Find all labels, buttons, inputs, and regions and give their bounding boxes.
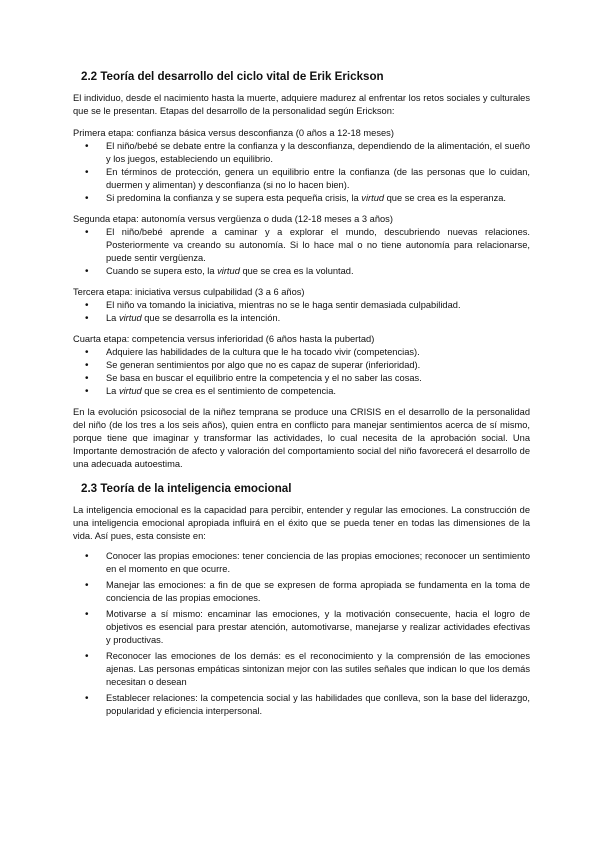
- section-intro-emotional-intelligence: La inteligencia emocional es la capacidad para percibir, entender y regular las emociones. La construcción de una inteligencia emocional apropiada influirá en el éxito que se pueda tener en todas las dimensiones de la vida. Así pues, esta consiste en:: [73, 505, 530, 541]
- stage-title: Tercera etapa: iniciativa versus culpabilidad (3 a 6 años): [73, 287, 305, 297]
- stage-block-3: [73, 286, 530, 325]
- stage-title: Segunda etapa: autonomía versus vergüenza o duda (12-18 meses a 3 años): [73, 214, 393, 224]
- item-text: que se desarrolla es la intención.: [141, 313, 281, 323]
- closing-paragraph: En la evolución psicosocial de la niñez temprana se produce una CRISIS en el desarrollo de la personalidad del niño (de los tres a los seis años), quien entra en conflicto para manejar sentimientos acerca de sí mismo, porque tiene que imaginar y transformar las actividades, lo cual necesita de la aprobación social. Una Importante demostración de afecto y valoración del comportamiento social del niño favorecerá el desarrollo de una adecuada autoestima.: [73, 407, 530, 469]
- stage-block-2: [73, 213, 530, 278]
- stage-block-4: [73, 333, 530, 398]
- stage-title: Primera etapa: confianza básica versus desconfianza (0 años a 12-18 meses): [73, 128, 394, 138]
- list-item: [106, 312, 530, 325]
- list-item: • Adquiere las habilidades de la cultura que le ha tocado vivir (competencias).: [106, 346, 530, 359]
- stage-title: Cuarta etapa: competencia versus inferioridad (6 años hasta la pubertad): [73, 334, 375, 344]
- list-item: • El niño/bebé se debate entre la confianza y la desconfianza, dependiendo de la alimentación, el sueño y los juegos, estableciendo un equilibrio.: [106, 140, 530, 166]
- list-item: [106, 385, 530, 398]
- item-text: que se crea es la voluntad.: [239, 266, 354, 276]
- list-item: • El niño/bebé aprende a caminar y a explorar el mundo, descubriendo nuevas relaciones. Posteriormente va creando su autonomía. Si lo hace mal o no tiene autonomía para relacionarse, puede sentir vergüenza.: [106, 226, 530, 265]
- stage-list: [73, 346, 530, 398]
- list-item: [106, 265, 530, 278]
- section-heading-erikson: 2.2 Teoría del desarrollo del ciclo vital de Erik Erickson: [81, 70, 384, 83]
- section-emotional-intelligence: [73, 482, 530, 718]
- list-item: • Reconocer las emociones de los demás: es el reconocimiento y la comprensión de las emociones ajenas. Las personas empáticas sintonizan mejor con las sutiles señales que indican lo que los demás necesitan o desean: [106, 650, 530, 689]
- item-emphasis: virtud: [118, 313, 142, 323]
- list-item: • Se generan sentimientos por algo que no es capaz de superar (inferioridad).: [106, 359, 530, 372]
- list-item: • Establecer relaciones: la competencia social y las habilidades que conlleva, son la base del liderazgo, popularidad y eficiencia interpersonal.: [106, 692, 530, 718]
- stage-list: [73, 299, 530, 325]
- item-text: que se crea es el sentimiento de competencia.: [141, 386, 336, 396]
- stage-list: [73, 140, 530, 205]
- list-item: [106, 192, 530, 205]
- list-item: • Manejar las emociones: a fin de que se expresen de forma apropiada se fundamenta en la toma de conciencia de las propias emociones.: [106, 579, 530, 605]
- emotional-intelligence-list: [73, 550, 530, 718]
- list-item: • En términos de protección, genera un equilibrio entre la confianza (de las personas que lo cuidan, duermen y alimentan) y desconfianza (si no lo hacen bien).: [106, 166, 530, 192]
- stage-block-1: [73, 127, 530, 205]
- item-text: Cuando se supera esto, la: [106, 266, 218, 276]
- item-text: La: [106, 313, 119, 323]
- list-item: • Conocer las propias emociones: tener conciencia de las propias emociones; reconocer un sentimiento en el momento en que ocurre.: [106, 550, 530, 576]
- section-heading-emotional-intelligence: 2.3 Teoría de la inteligencia emocional: [81, 482, 292, 495]
- item-emphasis: virtud: [217, 266, 240, 276]
- item-emphasis: virtud: [118, 386, 142, 396]
- section-intro-erikson: El individuo, desde el nacimiento hasta la muerte, adquiere madurez al enfrentar los retos sociales y culturales que se le presentan. Etapas del desarrollo de la personalidad según Erickson:: [73, 93, 530, 116]
- item-text: Si predomina la confianza y se supera esta pequeña crisis, la: [106, 193, 362, 203]
- stage-list: [73, 226, 530, 278]
- item-text: que se crea es la esperanza.: [384, 193, 506, 203]
- list-item: • Se basa en buscar el equilibrio entre la competencia y el no saber las cosas.: [106, 372, 530, 385]
- item-emphasis: virtud: [361, 193, 385, 203]
- list-item: • Motivarse a sí mismo: encaminar las emociones, y la motivación consecuente, hacia el logro de objetivos es esencial para prestar atención, automotivarse, manejarse y realizar actividades efectivas y productivas.: [106, 608, 530, 647]
- section-erikson: [73, 70, 530, 471]
- list-item: • El niño va tomando la iniciativa, mientras no se le haga sentir demasiada culpabilidad.: [106, 299, 530, 312]
- item-text: La: [106, 386, 119, 396]
